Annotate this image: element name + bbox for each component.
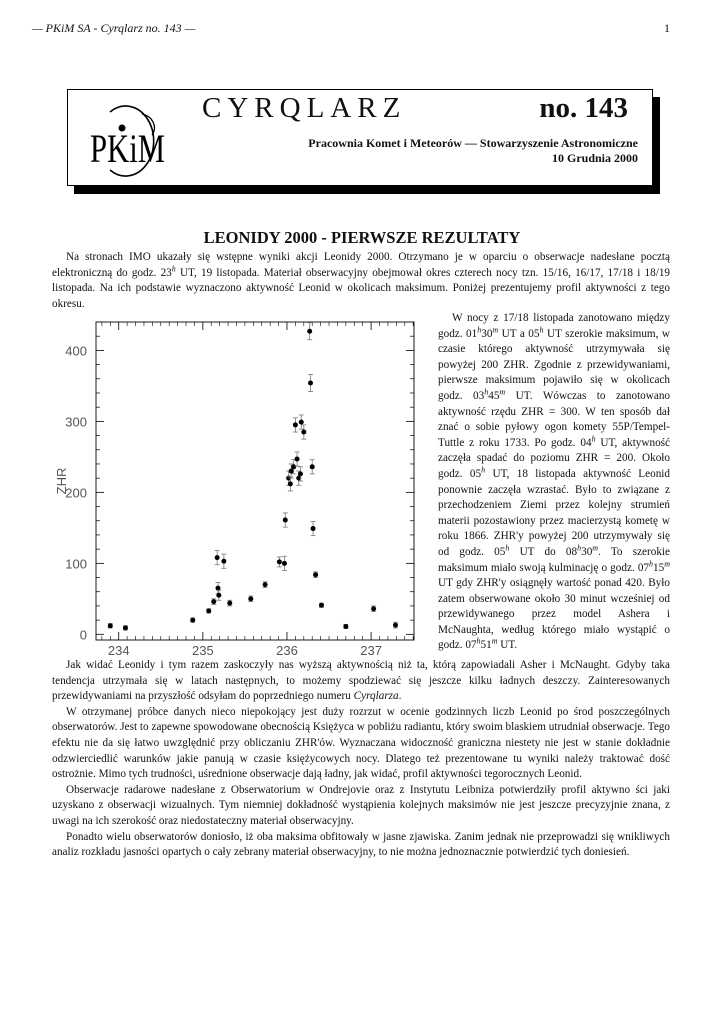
intro-paragraph: Na stronach IMO ukazały się wstępne wyniki akcji Leonidy 2000. Otrzymano je w oparciu o obserwacje nadesłane pocztą elektroniczną do godz. 23$^h$ UT, 19 listopada. Materiał obserwacyjny obejmował okres czterech nocy tzn. 15/16, 16/17, 17/18 i 18/19 listopada. Na ich podstawie wyznaczono aktywność Leonid w okolicach maksimum. Poniżej prezentujemy profil aktywności z tego okresu. [52,251,671,310]
data-point [289,469,294,474]
data-point [319,603,324,608]
y-tick-label: 200 [65,485,87,501]
data-point [216,593,221,598]
data-point [190,618,195,623]
masthead-subtitle [308,136,638,166]
data-point [282,561,287,566]
data-point [343,624,348,629]
data-point [211,599,216,604]
plot-frame [96,322,414,640]
y-tick-label: 100 [65,556,87,572]
y-tick-label: 400 [65,343,87,359]
issue-number: no. 143 [539,92,628,124]
paragraph-4: Obserwacje radarowe nadesłane z Obserwatorium w Ondrejovie oraz z Instytutu Leibniza potwierdziły profil aktywno ści jaki uzyskano z obserwacji wizualnych. Tym niemniej dokładność wystąpienia kolejnych maksimów nie jest jeszcze precyzyjnie znana, z uwagi na ich szerokość oraz niedostateczny materiał obserwacyjny. [52,783,670,827]
paragraph-3: W otrzymanej próbce danych nieco niepokojący jest duży rozrzut w ocenie godzinnych liczb Leonid po środ poszczególnych obserwatorów. Jest to zapewne spowodowane obecnością Księżyca w pobliżu radiantu, który swoim blaskiem utrudniał obserwacje. Tego efektu nie da się łatwo uwzględnić przy obliczaniu ZHR'ów. Wyznaczana widoczność graniczna niestety nie jest w stanie dokładnie odzwierciedlić warunków jakie panują w czasie księżycowych nocy. Dlatego też prezentowane tu wyniki należy traktować dość ostrożnie. Mimo tych trudności, uśrednione obserwacje dają ładny, jak widać, profil aktywności tegorocznych Leonid. [52,705,670,781]
data-point [308,381,313,386]
data-point [295,456,300,461]
data-point [298,471,303,476]
x-tick-label: 237 [360,643,382,658]
issue-date: 10 Grudnia 2000 [551,151,638,165]
data-point [277,559,282,564]
data-point [248,596,253,601]
data-point [291,464,296,469]
data-point [227,601,232,606]
data-point [123,625,128,630]
data-point [311,526,316,531]
pkim-logo [80,98,180,178]
data-point [307,329,312,334]
running-head: — PKiM SA - Cyrqlarz no. 143 — [32,21,196,35]
zhr-chart [52,318,422,658]
data-point [221,559,226,564]
data-point [215,555,220,560]
paragraph-5: Ponadto wielu obserwatorów doniosło, iż oba maksima obfitowały w jasne zjawiska. Zanim jednak nie przeprowadzi się wnikliwych analiz rozkładu jasności opartych o cały zebrany materiał obserwacyjny, to nie można jednoznacznie potwierdzić tych doniesień. [52,830,670,859]
data-point [263,582,268,587]
data-point [313,572,318,577]
x-tick-label: 234 [107,643,130,658]
data-point [293,422,298,427]
page-number: 1 [664,21,670,35]
data-point [310,464,315,469]
data-point [301,430,306,435]
data-point [283,518,288,523]
paragraph-2: Jak widać Leonidy i tym razem zaskoczyły nas wyższą aktywnością niż ta, którą zapowiadali Asher i McNaught. Gdyby taka tendencja utrzymała się w latach następnych, to możemy spodziewać się jeszcze kilku ładnych deszczy. Zainteresowanych przewidywaniami na przyszłość odsyłam do poprzedniego numeru Cyrqlarza. [52,659,670,703]
masthead-title: CYRQLARZ [202,92,407,124]
data-point [108,623,113,628]
organization: Pracownia Komet i Meteorów — Stowarzyszenie Astronomiczne [308,136,638,150]
article-body [52,658,670,861]
y-tick-label: 300 [65,414,87,430]
y-axis-label: ZHR [54,467,69,495]
data-point [299,420,304,425]
side-paragraph: W nocy z 17/18 listopada zanotowano między godz. 01$^h$30$^m$ UT a 05$^h$ UT szerokie maksimum, w czasie którego aktywność utrzymywała się powyżej 200 ZHR. Zgodnie z przewidywaniami, pierwsze maksimum pojawiło się w okolicach godz. 03$^h$45$^m$ UT. Wówczas to zanotowano aktywność rzędu ZHR = 300. W ten sposób dał znać o sobie pyłowy ogon komety 55P/Tempel-Tuttle z roku 1733. Po godz. 04$^h$ UT, aktywność zaczęła spadać do poziomu ZHR = 200. Około godz. 05$^h$ UT, 18 listopada aktywność Leonid ponownie zaczęła wzrastać. Było to związane z przechodzeniem Ziemi przez kolejny strumień materii pozostawiony przez macierzystą kometę w roku 1866. ZHR'y powyżej 200 utrzymywały się od godz. 05$^h$ UT do 08$^h$30$^m$. To szerokie maksimum miało swoją kulminację o godz. 07$^h$15$^m$ UT gdy ZHR'y osiągnęły wartość ponad 420. Było zatem obserwowane około 30 minut wcześniej od przewidywanego przez model Ashera i McNaughta, według którego miało wystąpić o godz. 07$^h$51$^m$ UT. [438,312,671,652]
data-point [393,623,398,628]
y-tick-label: 0 [79,627,87,643]
article-title: LEONIDY 2000 - PIERWSZE REZULTATY [203,228,521,247]
data-point [371,606,376,611]
logo-text: PKiM [90,126,165,171]
masthead [67,89,653,186]
data-point [288,481,293,486]
data-point [206,608,211,613]
x-tick-label: 235 [191,643,214,658]
x-tick-label: 236 [276,643,298,658]
